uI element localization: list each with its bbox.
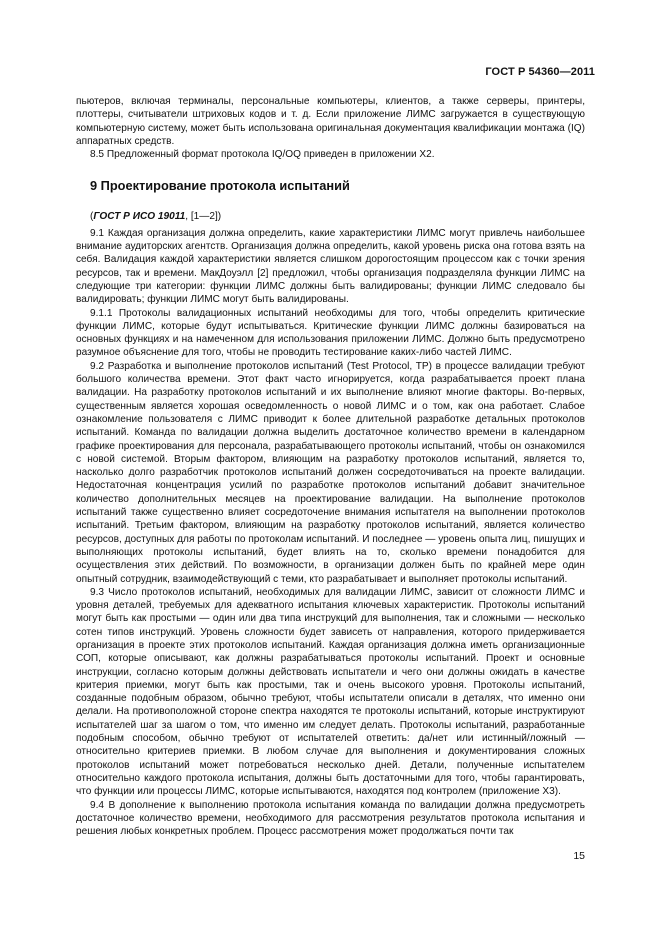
reference-standard: ГОСТ Р ИСО 19011 [93,211,186,223]
paragraph-9-4: 9.4 В дополнение к выполнению протокола испытания команда по валидации должна предусмотреть достаточное количество времени, необходимого для рассмотрения результатов протокола испытания и решения любых конкретных проблем. Процесс рассмотрения может продолжаться почти так [76,799,585,838]
page-number: 15 [573,850,585,862]
paragraph-9-3: 9.3 Число протоколов испытаний, необходимых для валидации ЛИМС, зависит от сложности ЛИМС и уровня деталей, требуемых для адекватного испытания ключевых характеристик. Протоколы испытаний могут быть как простыми — один или два типа инструкций для выполнения, так и сложными — несколько сотен типов инструкций. Уровень сложности будет зависеть от направления, которого придерживается организация в проекте этих протоколов испытаний. Каждая организация должна иметь организационные СОП, которые описывают, как должны разрабатываться протоколы испытаний. Проект и основные инструкции, согласно которым должны действовать испытатели и чего они должны ожидать в качестве критерия приемки, могут быть как простыми, так и очень высокого уровня. Протоколы испытаний, созданные подобным образом, обычно требуют, чтобы испытатели описали в деталях, что именно они делали. На противоположной стороне спектра находятся те протоколы испытаний, которые инструктируют испытателей шаг за шагом о том, что именно им следует делать. Протоколы испытаний, разработанные подобным способом, обычно требуют от испытателей ответить: да/нет или истинный/ложный — относительно критериев приемки. В любом случае для выполнения и документирования сложных протоколов испытаний может потребоваться несколько дней. Детали, полученные испытателем относительно каждого протокола испытания, должны быть достаточными для того, чтобы гарантировать, что функции или процессы ЛИМС, которые испытываются, находятся под контролем (приложение Х3). [76,586,585,798]
paragraph-9-1: 9.1 Каждая организация должна определить, какие характеристики ЛИМС могут привлечь наибольшее внимание аудиторских агентств. Организация должна определить, какой уровень риска она готова взять на себя. Валидация каждой характеристики является слишком дорогостоящим процессом как с точки зрения ресурсов, так и времени. МакДоуэлл [2] предложил, чтобы организация подразделяла функции ЛИМС на следующие три категории: функции ЛИМС должны быть валидированы; функции ЛИМС следовало бы валидировать; функции ЛИМС могут быть валидированы. [76,227,585,306]
reference-open: ( [90,211,94,223]
document-header: ГОСТ Р 54360—2011 [485,66,595,78]
paragraph-continuation: пьютеров, включая терминалы, персональные компьютеры, клиентов, а также серверы, принтеры, плоттеры, считыватели штриховых кодов и т. д. Если приложение ЛИМС загружается в существующую компьютерную систему, может быть использована оригинальная документация квалификации монтажа (IQ) аппаратных средств. [76,96,585,147]
document-body [76,95,585,838]
reference-rest: , [1—2]) [185,211,222,223]
paragraph-8-5: 8.5 Предложенный формат протокола IQ/OQ приведен в приложении Х2. [90,149,435,161]
standard-reference [90,210,585,223]
section-heading: 9 Проектирование протокола испытаний [90,178,350,194]
paragraph-9-1-1: 9.1.1 Протоколы валидационных испытаний необходимы для того, чтобы определить критические функции ЛИМС, которые будут испытываться. Критические функции ЛИМС должны базироваться на основных функциях и на намеченном для использования приложении ЛИМС. Должно быть предусмотрено разумное объяснение для того, чтобы не проводить тестирование каких-либо частей ЛИМС. [76,307,585,359]
paragraph-9-2: 9.2 Разработка и выполнение протоколов испытаний (Test Protocol, TP) в процессе валидации требуют большого количества времени. Этот факт часто игнорируется, когда разрабатывается проект плана валидации. На разработку протоколов испытаний и их выполнение влияют многие факторы. Во-первых, существенным является хорошая осведомленность о новой ЛИМС и о том, как она работает. Слабое ознакомление пользователя с ЛИМС приводит к более длительной разработке детальных протоколов испытаний. Команда по валидации должна выделить достаточное количество времени в календарном графике проектирования для персонала, разрабатывающего протоколы испытаний, чтобы он ознакомился с новой системой. Вторым фактором, влияющим на разработку протоколов испытаний, является то, насколько долго разработчик протоколов испытаний должен сосредоточиваться на проекте валидации. Недостаточная концентрация усилий по разработке протоколов испытаний добавит значительное количество дополнительных месяцев на проектирование валидации. На выполнение протоколов испытаний также существенно влияет сосредоточение внимания испытателя на выполнении протоколов испытаний. Третьим фактором, влияющим на разработку протоколов испытаний, является количество ресурсов, доступных для работы по протоколам испытаний. И последнее — уровень опыта лиц, пишущих и выполняющих протоколы испытаний, будет влиять на то, сколько времени понадобится для осуществления этих действий. По возможности, в организации должен быть по крайней мере один опытный сотрудник, взаимодействующий с теми, кто разрабатывает и выполняет протоколы испытаний. [76,360,585,585]
